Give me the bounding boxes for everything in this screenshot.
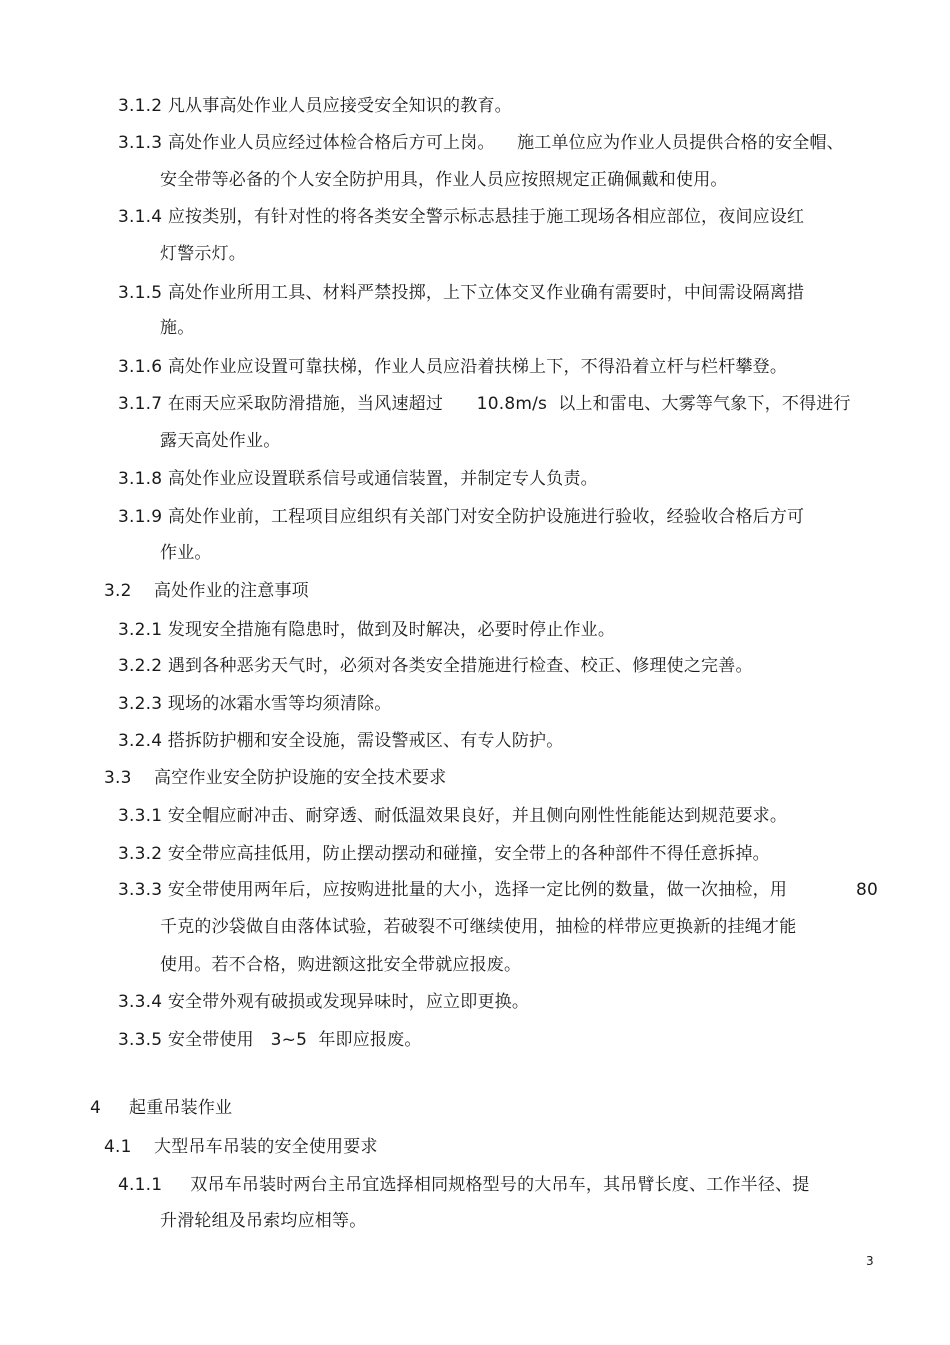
clause-3-2-1: 3.2.1 发现安全措施有隐患时，做到及时解决，必要时停止作业。 [118, 620, 616, 640]
clause-3-1-9: 3.1.9 高处作业前，工程项目应组织有关部门对安全防护设施进行验收，经验收合格后方可 [118, 507, 805, 527]
clause-3-2-4: 3.2.4 搭拆防护棚和安全设施，需设警戒区、有专人防护。 [118, 731, 564, 751]
clause-3-1-5-cont: 施。 [160, 318, 195, 338]
clause-3-1-5: 3.1.5 高处作业所用工具、材料严禁投掷，上下立体交叉作业确有需要时，中间需设隔离措 [118, 283, 805, 303]
clause-3-1-9-cont: 作业。 [160, 543, 212, 563]
clause-3-3-2: 3.3.2 安全带应高挂低用，防止摆动摆动和碰撞，安全带上的各种部件不得任意拆掉。 [118, 844, 770, 864]
clause-3-3-3-cont-2: 使用。若不合格，购进额这批安全带就应报废。 [160, 955, 522, 975]
clause-4-1-1-cont: 升滑轮组及吊索均应相等。 [160, 1211, 367, 1231]
section-4-1-heading: 4.1 大型吊车吊装的安全使用要求 [104, 1137, 378, 1157]
clause-3-1-4: 3.1.4 应按类别，有针对性的将各类安全警示标志悬挂于施工现场各相应部位，夜间应设红 [118, 207, 805, 227]
clause-3-1-7-cont: 露天高处作业。 [160, 431, 281, 451]
clause-3-1-6: 3.1.6 高处作业应设置可靠扶梯，作业人员应沿着扶梯上下，不得沿着立杆与栏杆攀登。 [118, 357, 788, 377]
clause-3-3-3-number: 80 [856, 880, 879, 900]
clause-3-1-4-cont: 灯警示灯。 [160, 244, 246, 264]
clause-3-3-3-cont-1: 千克的沙袋做自由落体试验，若破裂不可继续使用，抽检的样带应更换新的挂绳才能 [160, 917, 797, 937]
clause-3-3-5: 3.3.5 安全带使用 3~5 年即应报废。 [118, 1030, 422, 1050]
clause-3-3-4: 3.3.4 安全带外观有破损或发现异味时，应立即更换。 [118, 992, 530, 1012]
section-3-3-heading: 3.3 高空作业安全防护设施的安全技术要求 [104, 768, 447, 788]
clause-3-1-7: 3.1.7 在雨天应采取防滑措施，当风速超过 10.8m/s 以上和雷电、大雾等气象下，不得进行 [118, 394, 851, 414]
clause-3-2-3: 3.2.3 现场的冰霜水雪等均须清除。 [118, 694, 392, 714]
clause-4-1-1: 4.1.1 双吊车吊装时两台主吊宜选择相同规格型号的大吊车，其吊臂长度、工作半径、提 [118, 1175, 810, 1195]
clause-3-3-1: 3.3.1 安全帽应耐冲击、耐穿透、耐低温效果良好，并且侧向刚性性能能达到规范要求。 [118, 806, 788, 826]
clause-3-3-3: 3.3.3 安全带使用两年后，应按购进批量的大小，选择一定比例的数量，做一次抽检，用 [118, 880, 788, 900]
page-number: 3 [866, 1254, 874, 1268]
clause-3-1-2: 3.1.2 凡从事高处作业人员应接受安全知识的教育。 [118, 96, 512, 116]
section-3-2-heading: 3.2 高处作业的注意事项 [104, 581, 309, 601]
chapter-4-heading: 4 起重吊装作业 [90, 1098, 233, 1118]
clause-3-1-8: 3.1.8 高处作业应设置联系信号或通信装置，并制定专人负责。 [118, 469, 598, 489]
clause-3-1-3: 3.1.3 高处作业人员应经过体检合格后方可上岗。 施工单位应为作业人员提供合格的安全帽、 [118, 133, 844, 153]
clause-3-2-2: 3.2.2 遇到各种恶劣天气时，必须对各类安全措施进行检查、校正、修理使之完善。 [118, 656, 753, 676]
clause-3-1-3-cont: 安全带等必备的个人安全防护用具，作业人员应按照规定正确佩戴和使用。 [160, 170, 728, 190]
